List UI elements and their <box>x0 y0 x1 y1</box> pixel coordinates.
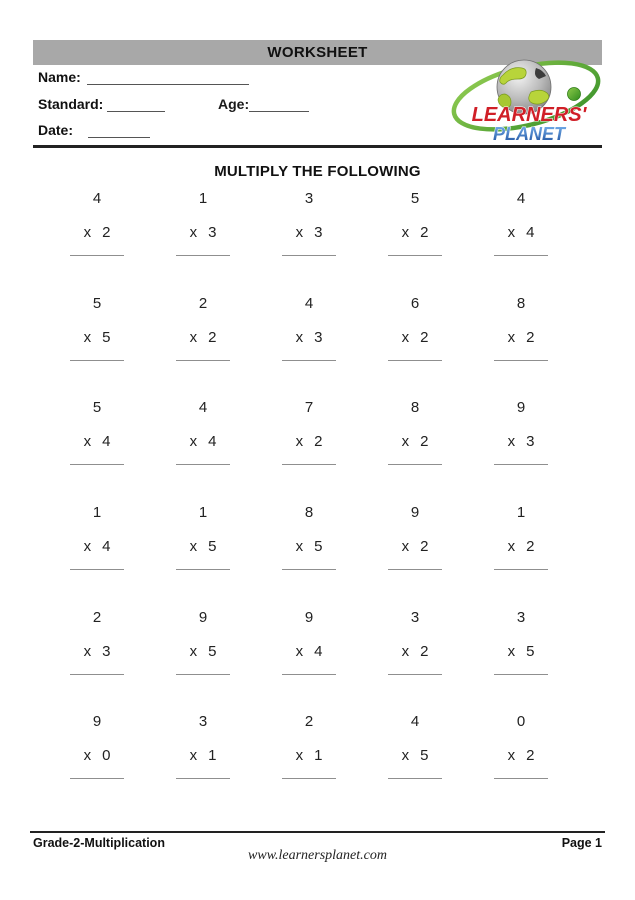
multiplicand: 1 <box>198 190 208 207</box>
date-label: Date: <box>38 122 74 138</box>
multiplier: 0 <box>102 747 111 765</box>
multiply-sign: x <box>295 224 304 241</box>
multiplicand: 3 <box>516 608 526 626</box>
problem-inner <box>494 505 548 570</box>
multiplier: 4 <box>102 538 111 556</box>
multiply-sign: x <box>507 642 516 660</box>
multiplier-row <box>494 225 548 241</box>
multiplicand: 1 <box>516 504 526 522</box>
problem-cell <box>468 505 574 610</box>
multiplier: 2 <box>526 328 535 346</box>
problem-inner <box>282 714 336 779</box>
multiply-sign: x <box>295 642 304 660</box>
problem-cell <box>362 191 468 296</box>
problem-inner <box>70 610 124 675</box>
multiply-sign: x <box>189 328 198 346</box>
problem-inner <box>494 191 548 256</box>
multiplicand: 8 <box>304 504 314 522</box>
multiplicand: 1 <box>198 504 208 522</box>
problem-cell <box>44 714 150 819</box>
multiplier: 2 <box>420 433 429 451</box>
answer-blank-line <box>282 778 336 779</box>
date-field-row <box>38 122 150 138</box>
multiplier-row <box>282 434 336 450</box>
problem-inner <box>388 191 442 256</box>
multiply-sign: x <box>401 642 410 660</box>
multiplicand: 2 <box>304 713 314 731</box>
multiplier: 4 <box>102 433 111 451</box>
multiplicand: 5 <box>92 294 102 312</box>
multiply-sign: x <box>401 538 410 556</box>
problem-cell <box>468 400 574 505</box>
problem-cell <box>44 296 150 401</box>
answer-blank-line <box>176 569 230 570</box>
problem-cell <box>256 610 362 715</box>
multiplicand: 4 <box>92 190 102 207</box>
multiply-sign: x <box>507 328 516 346</box>
problem-inner <box>388 400 442 465</box>
answer-blank-line <box>388 674 442 675</box>
problem-cell <box>150 610 256 715</box>
multiply-sign: x <box>83 224 92 241</box>
multiplier: 5 <box>102 328 111 346</box>
multiplicand: 4 <box>198 399 208 417</box>
problem-cell <box>44 191 150 296</box>
answer-blank-line <box>176 778 230 779</box>
problem-inner <box>176 191 230 256</box>
problem-inner <box>494 610 548 675</box>
multiplier-row <box>494 539 548 555</box>
multiplier-row <box>388 225 442 241</box>
problem-inner <box>282 296 336 361</box>
multiplicand: 9 <box>410 504 420 522</box>
problem-cell <box>256 191 362 296</box>
answer-blank-line <box>388 569 442 570</box>
problem-inner <box>494 714 548 779</box>
answer-blank-line <box>70 778 124 779</box>
answer-blank-line <box>388 360 442 361</box>
problem-cell <box>468 610 574 715</box>
answer-blank-line <box>494 569 548 570</box>
multiplier-row <box>70 225 124 241</box>
learners-planet-logo <box>448 56 610 148</box>
problem-cell <box>44 400 150 505</box>
answer-blank-line <box>388 778 442 779</box>
problem-inner <box>282 610 336 675</box>
multiplier-row <box>388 539 442 555</box>
multiplier: 5 <box>208 538 217 556</box>
multiplier-row <box>388 434 442 450</box>
problem-cell <box>150 296 256 401</box>
multiplier: 2 <box>208 328 217 346</box>
answer-blank-line <box>176 360 230 361</box>
multiplier: 1 <box>314 747 323 765</box>
multiply-sign: x <box>83 747 92 765</box>
multiplier-row <box>282 330 336 346</box>
multiplicand: 1 <box>92 504 102 522</box>
multiplicand: 2 <box>92 608 102 626</box>
problem-cell <box>362 505 468 610</box>
multiplier-row <box>388 644 442 660</box>
multiplier-row <box>176 225 230 241</box>
multiplier: 3 <box>208 224 217 241</box>
multiply-sign: x <box>83 433 92 451</box>
multiplier: 4 <box>208 433 217 451</box>
multiplier: 2 <box>420 328 429 346</box>
multiplier-row <box>282 644 336 660</box>
multiplier-row <box>70 539 124 555</box>
problem-cell <box>362 714 468 819</box>
multiplier: 5 <box>314 538 323 556</box>
problem-inner <box>282 400 336 465</box>
problem-inner <box>176 400 230 465</box>
problem-cell <box>256 400 362 505</box>
date-blank-line <box>88 124 150 138</box>
multiply-sign: x <box>401 328 410 346</box>
multiplier-row <box>282 748 336 764</box>
multiplier: 3 <box>102 642 111 660</box>
multiplicand: 9 <box>92 713 102 731</box>
multiplier: 2 <box>102 224 111 241</box>
age-label: Age: <box>218 96 250 112</box>
problem-cell <box>362 296 468 401</box>
problem-cell <box>468 191 574 296</box>
multiply-sign: x <box>83 642 92 660</box>
multiplier-row <box>494 644 548 660</box>
multiply-sign: x <box>189 747 198 765</box>
multiply-sign: x <box>295 747 304 765</box>
multiply-sign: x <box>295 433 304 451</box>
standard-blank-line <box>107 98 165 112</box>
header-divider-rule <box>33 145 602 148</box>
multiply-sign: x <box>507 433 516 451</box>
problem-inner <box>70 296 124 361</box>
multiplier: 2 <box>420 642 429 660</box>
answer-blank-line <box>494 255 548 256</box>
problem-inner <box>388 296 442 361</box>
answer-blank-line <box>70 360 124 361</box>
problem-inner <box>282 191 336 256</box>
problem-inner <box>176 714 230 779</box>
multiplier-row <box>70 644 124 660</box>
problem-cell <box>150 714 256 819</box>
multiply-sign: x <box>189 224 198 241</box>
multiply-sign: x <box>401 224 410 241</box>
name-field-row <box>38 69 249 85</box>
answer-blank-line <box>388 255 442 256</box>
multiplier-row <box>176 330 230 346</box>
multiplier: 5 <box>526 642 535 660</box>
answer-blank-line <box>70 674 124 675</box>
problem-inner <box>70 191 124 256</box>
multiplicand: 3 <box>198 713 208 731</box>
multiplier-row <box>176 748 230 764</box>
answer-blank-line <box>282 255 336 256</box>
answer-blank-line <box>176 674 230 675</box>
multiplier: 5 <box>420 747 429 765</box>
page-title: MULTIPLY THE FOLLOWING <box>214 163 421 180</box>
logo-wordmark <box>472 104 588 144</box>
multiplier-row <box>70 748 124 764</box>
multiplier: 2 <box>314 433 323 451</box>
multiplicand: 6 <box>410 294 420 312</box>
problem-cell <box>362 400 468 505</box>
answer-blank-line <box>494 778 548 779</box>
answer-blank-line <box>176 255 230 256</box>
problem-cell <box>256 296 362 401</box>
problem-inner <box>494 296 548 361</box>
multiplier: 4 <box>526 224 535 241</box>
multiplier: 4 <box>314 642 323 660</box>
answer-blank-line <box>176 464 230 465</box>
problem-cell <box>44 610 150 715</box>
multiply-sign: x <box>189 642 198 660</box>
multiplicand: 4 <box>304 294 314 312</box>
multiplier: 1 <box>208 747 217 765</box>
multiplicand: 4 <box>410 713 420 731</box>
multiplicand: 9 <box>198 608 208 626</box>
multiplier-row <box>494 434 548 450</box>
worksheet-title: WORKSHEET <box>267 44 368 61</box>
multiplicand: 3 <box>410 608 420 626</box>
multiply-sign: x <box>189 538 198 556</box>
multiplier-row <box>388 748 442 764</box>
answer-blank-line <box>494 674 548 675</box>
answer-blank-line <box>70 569 124 570</box>
multiplier-row <box>176 539 230 555</box>
logo-line1: LEARNERS' <box>471 104 587 126</box>
problem-inner <box>282 505 336 570</box>
age-blank-line <box>249 98 309 112</box>
multiply-sign: x <box>83 328 92 346</box>
multiplier-row <box>388 330 442 346</box>
multiplier: 3 <box>526 433 535 451</box>
answer-blank-line <box>282 569 336 570</box>
multiplier-row <box>282 225 336 241</box>
multiplier-row <box>176 644 230 660</box>
multiplicand: 2 <box>198 294 208 312</box>
multiply-sign: x <box>507 224 516 241</box>
answer-blank-line <box>282 360 336 361</box>
answer-blank-line <box>388 464 442 465</box>
problem-inner <box>388 505 442 570</box>
multiplier-row <box>494 330 548 346</box>
problem-inner <box>388 714 442 779</box>
multiplicand: 8 <box>410 399 420 417</box>
problem-cell <box>150 191 256 296</box>
footer-website: www.learnersplanet.com <box>248 848 387 863</box>
age-field-row <box>218 96 309 112</box>
name-label: Name: <box>38 69 81 85</box>
answer-blank-line <box>494 464 548 465</box>
problem-inner <box>70 400 124 465</box>
multiplicand: 9 <box>304 608 314 626</box>
multiplier: 5 <box>208 642 217 660</box>
answer-blank-line <box>494 360 548 361</box>
multiplier-row <box>70 330 124 346</box>
multiplier: 3 <box>314 328 323 346</box>
multiply-sign: x <box>401 433 410 451</box>
multiplicand: 4 <box>516 190 526 207</box>
answer-blank-line <box>282 674 336 675</box>
multiplicand: 0 <box>516 713 526 731</box>
name-blank-line <box>87 71 249 85</box>
multiplier: 2 <box>420 538 429 556</box>
problem-cell <box>468 296 574 401</box>
problem-cell <box>256 505 362 610</box>
problem-cell <box>150 505 256 610</box>
standard-field-row <box>38 96 165 112</box>
footer-page-number: Page 1 <box>561 836 602 850</box>
logo-line2: PLANET <box>493 124 565 144</box>
multiplicand: 3 <box>304 190 314 207</box>
multiply-sign: x <box>295 538 304 556</box>
answer-blank-line <box>70 255 124 256</box>
multiply-sign: x <box>295 328 304 346</box>
multiply-sign: x <box>83 538 92 556</box>
multiplier: 2 <box>526 538 535 556</box>
problems-grid <box>44 191 574 819</box>
multiplier-row <box>494 748 548 764</box>
multiply-sign: x <box>507 747 516 765</box>
multiplier-row <box>282 539 336 555</box>
multiplier: 2 <box>526 747 535 765</box>
multiplicand: 7 <box>304 399 314 417</box>
multiplier: 3 <box>314 224 323 241</box>
multiplier: 2 <box>420 224 429 241</box>
answer-blank-line <box>282 464 336 465</box>
footer-left-text: Grade-2-Multiplication <box>33 836 165 850</box>
problem-cell <box>468 714 574 819</box>
multiplicand: 9 <box>516 399 526 417</box>
multiply-sign: x <box>401 747 410 765</box>
multiplicand: 8 <box>516 294 526 312</box>
problem-inner <box>494 400 548 465</box>
multiply-sign: x <box>507 538 516 556</box>
multiplicand: 5 <box>410 190 420 207</box>
standard-label: Standard: <box>38 96 104 112</box>
problem-inner <box>176 296 230 361</box>
multiplier-row <box>70 434 124 450</box>
problem-inner <box>388 610 442 675</box>
problem-inner <box>70 714 124 779</box>
multiplier-row <box>176 434 230 450</box>
problem-cell <box>150 400 256 505</box>
answer-blank-line <box>70 464 124 465</box>
problem-inner <box>176 610 230 675</box>
footer-divider-rule <box>30 831 605 833</box>
problem-cell <box>362 610 468 715</box>
problem-inner <box>176 505 230 570</box>
multiplicand: 5 <box>92 399 102 417</box>
problem-inner <box>70 505 124 570</box>
problem-cell <box>44 505 150 610</box>
multiply-sign: x <box>189 433 198 451</box>
problem-cell <box>256 714 362 819</box>
